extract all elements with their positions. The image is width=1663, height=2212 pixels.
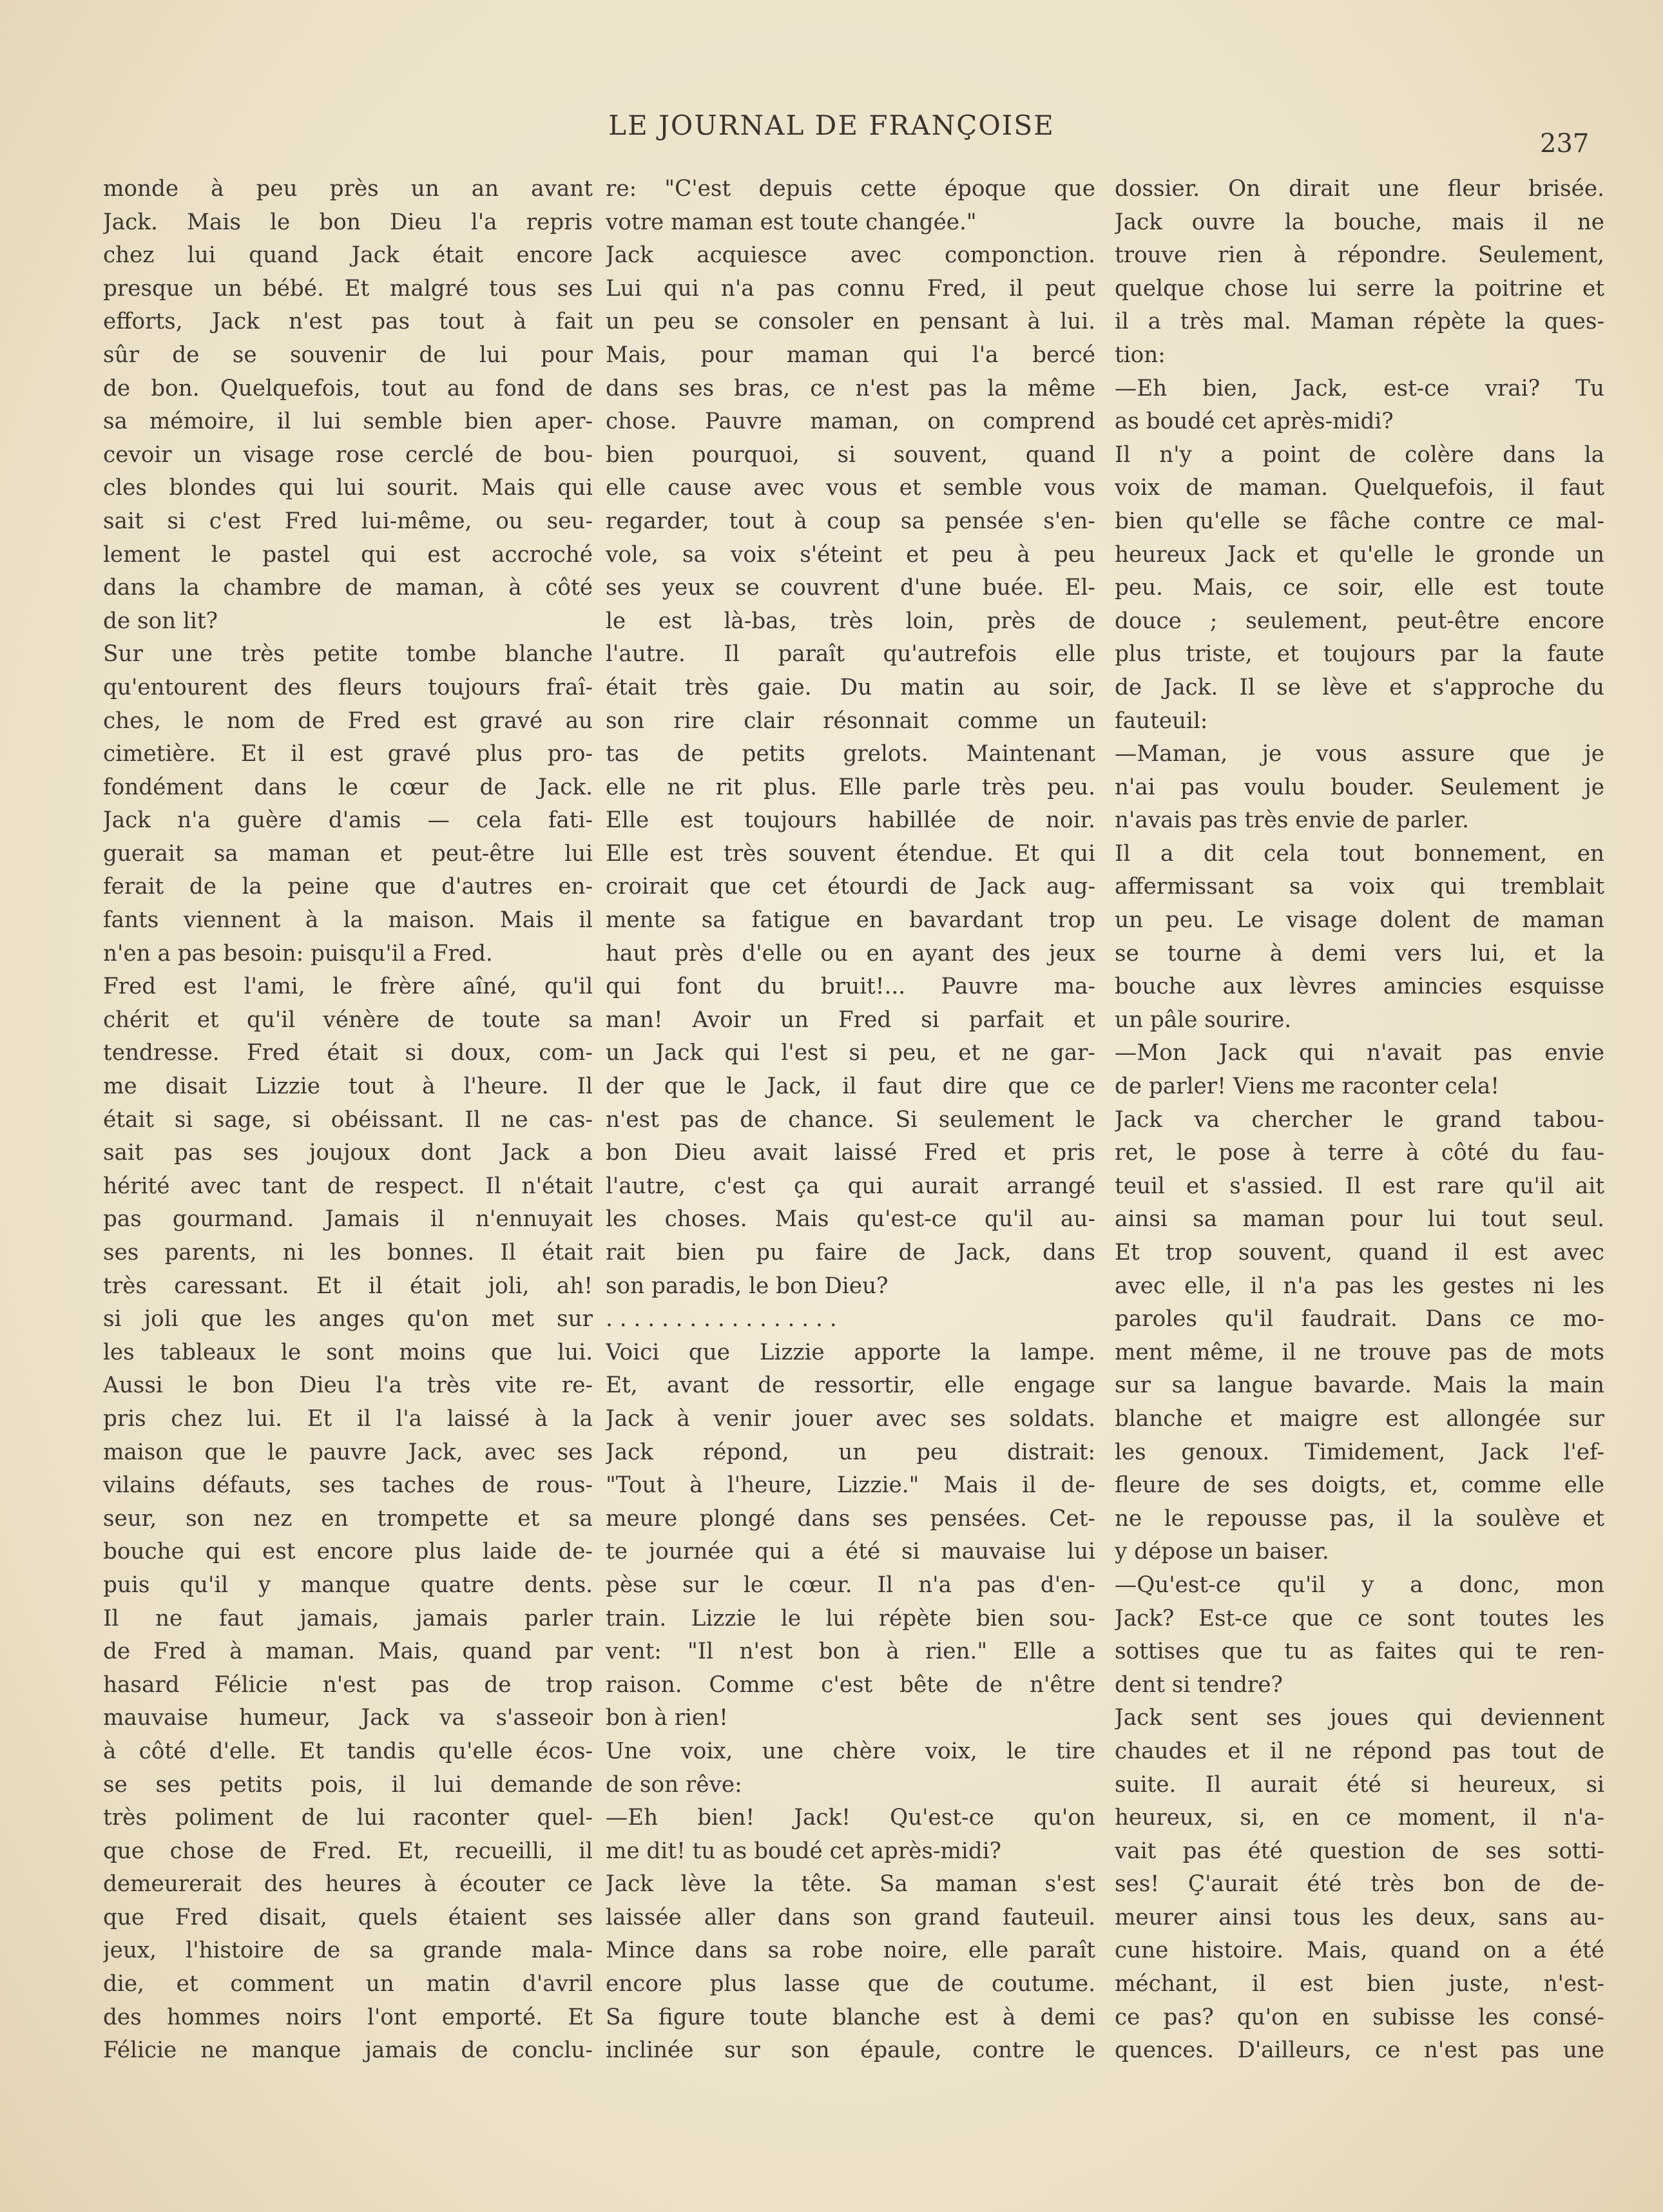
text-line: Il n'y a point de colère dans la (1115, 441, 1604, 468)
text-line: tendresse. Fred était si doux, com- (103, 1040, 593, 1066)
text-line: avec elle, il n'a pas les gestes ni les (1115, 1273, 1604, 1299)
text-line: Jack va chercher le grand tabou- (1115, 1106, 1604, 1133)
text-line: ret, le pose à terre à côté du fau- (1115, 1140, 1604, 1166)
text-line: rait bien pu faire de Jack, dans (606, 1240, 1095, 1265)
text-line: y dépose un baiser. (1115, 1539, 1329, 1565)
text-line: ses! Ç'aurait été très bon de de- (1115, 1871, 1604, 1898)
text-line: sottises que tu as faites qui te ren- (1115, 1639, 1604, 1665)
text-line: un Jack qui l'est si peu, et ne gar- (606, 1040, 1095, 1066)
text-line: encore plus lasse que de coutume. (606, 1971, 1095, 1997)
text-line: que Fred disait, quels étaient ses (103, 1904, 593, 1930)
text-line: Sur une très petite tombe blanche (103, 641, 593, 668)
text-line: cles blondes qui lui sourit. Mais qui (103, 475, 593, 501)
text-line: as boudé cet après-midi? (1115, 409, 1394, 435)
text-line: Jack sent ses joues qui deviennent (1115, 1705, 1604, 1731)
text-line: dans la chambre de maman, à côté (103, 575, 593, 601)
text-line: affermissant sa voix qui tremblait (1115, 874, 1604, 900)
text-line: de Jack. Il se lève et s'approche du (1115, 674, 1604, 700)
text-line: sait si c'est Fred lui-même, ou seu- (103, 508, 593, 534)
text-line: "Tout à l'heure, Lizzie." Mais il de- (606, 1472, 1095, 1499)
text-line: voix de maman. Quelquefois, il faut (1115, 475, 1604, 501)
text-line: efforts, Jack n'est pas tout à fait (103, 309, 593, 335)
text-line: ferait de la peine que d'autres en- (103, 874, 593, 900)
text-line: Une voix, une chère voix, le tire (606, 1738, 1095, 1764)
text-line: était très gaie. Du matin au soir, (606, 674, 1095, 700)
text-line: —Eh bien! Jack! Qu'est-ce qu'on (606, 1805, 1095, 1831)
text-line: les genoux. Timidement, Jack l'ef- (1115, 1439, 1604, 1465)
text-line: se tourne à demi vers lui, et la (1115, 940, 1604, 967)
text-line: cimetière. Et il est gravé plus pro- (103, 741, 593, 767)
text-line: Mais, pour maman qui l'a bercé (606, 341, 1095, 368)
text-line: de parler! Viens me raconter cela! (1115, 1073, 1499, 1100)
text-line: un pâle sourire. (1115, 1006, 1292, 1033)
text-line: n'en a pas besoin: puisqu'il a Fred. (103, 940, 493, 967)
text-line: vait pas été question de ses sotti- (1115, 1838, 1604, 1864)
text-line: n'ai pas voulu bouder. Seulement je (1115, 774, 1604, 800)
text-line: Jack? Est-ce que ce sont toutes les (1115, 1605, 1604, 1631)
text-line: trouve rien à répondre. Seulement, (1115, 242, 1604, 269)
page-number: 237 (1540, 129, 1590, 159)
text-line: meurer ainsi tous les deux, sans au- (1115, 1904, 1604, 1930)
text-line: pris chez lui. Et il l'a laissé à la (103, 1405, 593, 1432)
text-line: Il a dit cela tout bonnement, en (1115, 840, 1604, 867)
text-line: qui font du bruit!... Pauvre ma- (606, 974, 1095, 1000)
text-line: ment même, il ne trouve pas de mots (1115, 1339, 1604, 1365)
text-line: hérité avec tant de respect. Il n'était (103, 1173, 593, 1199)
text-line: l'autre, c'est ça qui aurait arrangé (606, 1173, 1095, 1199)
text-line: cevoir un visage rose cerclé de bou- (103, 441, 593, 468)
text-line: cune histoire. Mais, quand on a été (1115, 1938, 1604, 1964)
running-header: LE JOURNAL DE FRANÇOISE (608, 110, 1055, 141)
text-column-3 (1115, 173, 1604, 2068)
text-line: . . . . . . . . . . . . . . . . . (606, 1306, 837, 1332)
text-line: puis qu'il y manque quatre dents. (103, 1572, 593, 1598)
text-line: quelque chose lui serre la poitrine et (1115, 275, 1604, 302)
text-line: vole, sa voix s'éteint et peu à peu (606, 541, 1095, 568)
text-line: son rire clair résonnait comme un (606, 707, 1095, 734)
text-line: Jack ouvre la bouche, mais il ne (1115, 209, 1604, 235)
text-line: ainsi sa maman pour lui tout seul. (1115, 1206, 1604, 1233)
text-line: bon à rien! (606, 1705, 728, 1731)
text-line: Félicie ne manque jamais de conclu- (103, 2037, 593, 2064)
text-line: que chose de Fred. Et, recueilli, il (103, 1838, 593, 1864)
text-line: die, et comment un matin d'avril (103, 1971, 593, 1997)
text-line: des hommes noirs l'ont emporté. Et (103, 2004, 593, 2030)
text-line: n'est pas de chance. Si seulement le (606, 1106, 1095, 1133)
text-line: Jack acquiesce avec componction. (606, 242, 1095, 269)
text-line: train. Lizzie le lui répète bien sou- (606, 1605, 1095, 1631)
text-line: teuil et s'assied. Il est rare qu'il ait (1115, 1173, 1604, 1199)
text-line: un peu se consoler en pensant à lui. (606, 309, 1095, 335)
text-line: douce ; seulement, peut-être encore (1115, 608, 1604, 634)
text-line: Fred est l'ami, le frère aîné, qu'il (103, 974, 593, 1000)
text-line: seur, son nez en trompette et sa (103, 1505, 593, 1532)
text-line: demeurerait des heures à écouter ce (103, 1871, 593, 1898)
text-line: chez lui quand Jack était encore (103, 242, 593, 269)
text-line: raison. Comme c'est bête de n'être (606, 1671, 1095, 1698)
text-line: Et, avant de ressortir, elle engage (606, 1372, 1095, 1399)
text-line: —Mon Jack qui n'avait pas envie (1115, 1040, 1604, 1066)
text-line: sait pas ses joujoux dont Jack a (103, 1140, 593, 1166)
text-line: pas gourmand. Jamais il n'ennuyait (103, 1206, 593, 1233)
text-line: bien pourquoi, si souvent, quand (606, 441, 1095, 468)
text-column-1 (103, 173, 593, 2068)
text-line: maison que le pauvre Jack, avec ses (103, 1439, 593, 1465)
text-line: ce pas? qu'on en subisse les consé- (1115, 2004, 1604, 2030)
text-line: votre maman est toute changée." (606, 209, 977, 235)
text-line: bon Dieu avait laissé Fred et pris (606, 1140, 1095, 1166)
text-line: dossier. On dirait une fleur brisée. (1115, 176, 1604, 202)
text-line: les tableaux le sont moins que lui. (103, 1339, 593, 1365)
text-line: Jack. Mais le bon Dieu l'a repris (103, 209, 593, 235)
text-line: sûr de se souvenir de lui pour (103, 341, 593, 368)
text-line: de bon. Quelquefois, tout au fond de (103, 375, 593, 401)
text-line: meure plongé dans ses pensées. Cet- (606, 1505, 1095, 1532)
text-line: Aussi le bon Dieu l'a très vite re- (103, 1372, 593, 1399)
text-line: Voici que Lizzie apporte la lampe. (606, 1339, 1095, 1365)
text-line: à côté d'elle. Et tandis qu'elle écos- (103, 1738, 593, 1764)
text-line: heureux, si, en ce moment, il n'a- (1115, 1805, 1604, 1831)
text-line: fondément dans le cœur de Jack. (103, 774, 593, 800)
text-line: dans ses bras, ce n'est pas la même (606, 375, 1095, 401)
text-line: Sa figure toute blanche est à demi (606, 2004, 1095, 2030)
text-line: blanche et maigre est allongée sur (1115, 1405, 1604, 1432)
text-line: Jack lève la tête. Sa maman s'est (606, 1871, 1095, 1898)
text-line: Mince dans sa robe noire, elle paraît (606, 1938, 1095, 1964)
text-line: le est là-bas, très loin, près de (606, 608, 1095, 634)
text-line: jeux, l'histoire de sa grande mala- (103, 1938, 593, 1964)
text-line: mente sa fatigue en bavardant trop (606, 907, 1095, 934)
text-line: regarder, tout à coup sa pensée s'en- (606, 508, 1095, 534)
text-line: chaudes et il ne répond pas tout de (1115, 1738, 1604, 1764)
text-line: vilains défauts, ses taches de rous- (103, 1472, 593, 1499)
text-line: te journée qui a été si mauvaise lui (606, 1539, 1095, 1565)
text-line: —Qu'est-ce qu'il y a donc, mon (1115, 1572, 1604, 1598)
text-line: Lui qui n'a pas connu Fred, il peut (606, 275, 1095, 302)
text-line: re: "C'est depuis cette époque que (606, 176, 1095, 202)
text-line: les choses. Mais qu'est-ce qu'il au- (606, 1206, 1095, 1233)
text-column-2 (606, 173, 1095, 2068)
text-line: sa mémoire, il lui semble bien aper- (103, 409, 593, 435)
text-line: Jack n'a guère d'amis — cela fati- (103, 807, 593, 834)
text-line: sur sa langue bavarde. Mais la main (1115, 1372, 1604, 1399)
text-line: Elle est toujours habillée de noir. (606, 807, 1095, 834)
text-line: man! Avoir un Fred si parfait et (606, 1006, 1095, 1033)
text-line: monde à peu près un an avant (103, 176, 593, 202)
text-line: fleure de ses doigts, et, comme elle (1115, 1472, 1604, 1499)
text-line: presque un bébé. Et malgré tous ses (103, 275, 593, 302)
text-line: mauvaise humeur, Jack va s'asseoir (103, 1705, 593, 1731)
text-line: n'avais pas très envie de parler. (1115, 807, 1470, 834)
text-line: l'autre. Il paraît qu'autrefois elle (606, 641, 1095, 668)
text-line: me dit! tu as boudé cet après-midi? (606, 1838, 1001, 1864)
text-line: me disait Lizzie tout à l'heure. Il (103, 1073, 593, 1100)
text-line: laissée aller dans son grand fauteuil. (606, 1904, 1095, 1930)
text-line: dent si tendre? (1115, 1671, 1283, 1698)
text-line: heureux Jack et qu'elle le gronde un (1115, 541, 1604, 568)
text-line: —Maman, je vous assure que je (1115, 741, 1604, 767)
text-line: der que le Jack, il faut dire que ce (606, 1073, 1095, 1100)
text-line: méchant, il est bien juste, n'est- (1115, 1971, 1604, 1997)
text-line: inclinée sur son épaule, contre le (606, 2037, 1095, 2064)
text-line: tion: (1115, 341, 1166, 368)
text-line: Il ne faut jamais, jamais parler (103, 1605, 593, 1631)
text-line: ne le repousse pas, il la soulève et (1115, 1505, 1604, 1532)
text-line: Et trop souvent, quand il est avec (1115, 1240, 1604, 1265)
text-line: elle ne rit plus. Elle parle très peu. (606, 774, 1095, 800)
text-line: tas de petits grelots. Maintenant (606, 741, 1095, 767)
text-line: ches, le nom de Fred est gravé au (103, 707, 593, 734)
text-line: de Fred à maman. Mais, quand par (103, 1639, 593, 1665)
text-line: son paradis, le bon Dieu? (606, 1273, 889, 1299)
text-line: Jack à venir jouer avec ses soldats. (606, 1405, 1095, 1432)
text-line: ses parents, ni les bonnes. Il était (103, 1240, 593, 1265)
text-line: pèse sur le cœur. Il n'a pas d'en- (606, 1572, 1095, 1598)
text-line: guerait sa maman et peut-être lui (103, 840, 593, 867)
text-line: qu'entourent des fleurs toujours fraî- (103, 674, 593, 700)
text-line: suite. Il aurait été si heureux, si (1115, 1771, 1604, 1798)
text-line: bouche qui est encore plus laide de- (103, 1539, 593, 1565)
text-line: croirait que cet étourdi de Jack aug- (606, 874, 1095, 900)
text-line: bien qu'elle se fâche contre ce mal- (1115, 508, 1604, 534)
text-line: Elle est très souvent étendue. Et qui (606, 840, 1095, 867)
text-line: chose. Pauvre maman, on comprend (606, 409, 1095, 435)
text-line: fauteuil: (1115, 707, 1208, 734)
text-line: peu. Mais, ce soir, elle est toute (1115, 575, 1604, 601)
text-line: très caressant. Et il était joli, ah! (103, 1273, 593, 1299)
text-line: —Eh bien, Jack, est-ce vrai? Tu (1115, 375, 1604, 401)
text-line: bouche aux lèvres amincies esquisse (1115, 974, 1604, 1000)
text-line: était si sage, si obéissant. Il ne cas- (103, 1106, 593, 1133)
text-line: un peu. Le visage dolent de maman (1115, 907, 1604, 934)
text-line: hasard Félicie n'est pas de trop (103, 1671, 593, 1698)
text-line: si joli que les anges qu'on met sur (103, 1306, 593, 1332)
text-line: quences. D'ailleurs, ce n'est pas une (1115, 2037, 1604, 2064)
text-line: de son lit? (103, 608, 218, 634)
text-line: Jack répond, un peu distrait: (606, 1439, 1095, 1465)
text-line: paroles qu'il faudrait. Dans ce mo- (1115, 1306, 1604, 1332)
text-line: fants viennent à la maison. Mais il (103, 907, 593, 934)
text-line: se ses petits pois, il lui demande (103, 1771, 593, 1798)
text-line: chérit et qu'il vénère de toute sa (103, 1006, 593, 1033)
text-line: de son rêve: (606, 1771, 742, 1798)
text-line: haut près d'elle ou en ayant des jeux (606, 940, 1095, 967)
text-line: plus triste, et toujours par la faute (1115, 641, 1604, 668)
text-line: elle cause avec vous et semble vous (606, 475, 1095, 501)
text-line: il a très mal. Maman répète la ques- (1115, 309, 1604, 335)
text-line: lement le pastel qui est accroché (103, 541, 593, 568)
text-line: très poliment de lui raconter quel- (103, 1805, 593, 1831)
text-line: ses yeux se couvrent d'une buée. El- (606, 575, 1095, 601)
text-line: vent: "Il n'est bon à rien." Elle a (606, 1639, 1095, 1665)
